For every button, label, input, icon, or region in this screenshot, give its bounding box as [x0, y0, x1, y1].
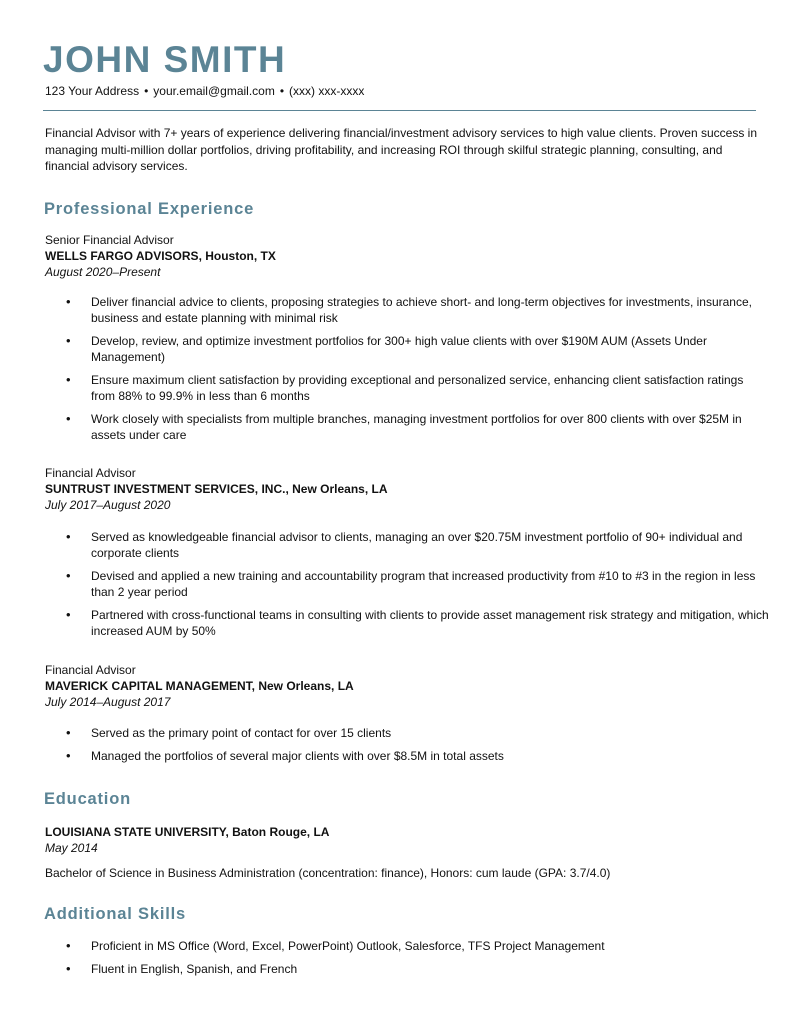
- job-entry: [45, 232, 770, 443]
- candidate-name: JOHN SMITH: [43, 39, 287, 80]
- education-dates: May 2014: [45, 841, 98, 855]
- job-bullet: • Partnered with cross-functional teams in consulting with clients to provide asset management risk strategy and mitigation, which increased AUM by 50%: [45, 607, 770, 639]
- job-bullet: • Develop, review, and optimize investment portfolios for 300+ high value clients with over $190M AUM (Assets Under Management): [45, 333, 770, 365]
- job-dates: July 2014–August 2017: [45, 695, 171, 709]
- job-role: Senior Financial Advisor: [45, 233, 174, 247]
- skill-item: • Fluent in English, Spanish, and French: [45, 961, 770, 977]
- job-bullet: • Managed the portfolios of several major clients with over $8.5M in total assets: [45, 748, 770, 764]
- job-bullets: [45, 725, 770, 764]
- job-bullet: • Work closely with specialists from multiple branches, managing investment portfolios for over 800 clients with over $25M in assets under care: [45, 411, 770, 443]
- address-text: 123 Your Address: [45, 84, 140, 98]
- summary-paragraph: Financial Advisor with 7+ years of experience delivering financial/investment advisory services to high value clients. Proven success in managing multi-million dollar portfolios, driving profitability, and increasing ROI through skilful strategic planning, consulting, and financial advisory services.: [45, 126, 758, 173]
- job-bullets: [45, 529, 770, 639]
- job-role: Financial Advisor: [45, 466, 136, 480]
- school-name: LOUISIANA STATE UNIVERSITY, Baton Rouge, LA: [45, 825, 330, 839]
- job-company: WELLS FARGO ADVISORS, Houston, TX: [45, 249, 276, 263]
- email-text: your.email@gmail.com: [153, 84, 275, 98]
- skills-entry: [45, 938, 770, 977]
- job-bullet: • Served as the primary point of contact for over 15 clients: [45, 725, 770, 741]
- job-entry: [45, 662, 770, 764]
- job-bullet: • Served as knowledgeable financial advisor to clients, managing an over $20.75M investment portfolio of 90+ individual and corporate clients: [45, 529, 770, 561]
- job-bullet: • Ensure maximum client satisfaction by providing exceptional and personalized service, enhancing client satisfaction ratings from 88% to 99.9% in less than 6 months: [45, 372, 770, 404]
- job-dates: July 2017–August 2020: [45, 498, 171, 512]
- skills-list: [45, 938, 770, 977]
- skill-item: • Proficient in MS Office (Word, Excel, PowerPoint) Outlook, Salesforce, TFS Project Management: [45, 938, 770, 954]
- contact-separator: •: [144, 84, 149, 98]
- experience-heading: Professional Experience: [44, 200, 255, 218]
- education-entry: [45, 824, 765, 881]
- degree-text: Bachelor of Science in Business Administration (concentration: finance), Honors: cum laude (GPA: 3.7/4.0): [45, 866, 611, 880]
- job-entry: [45, 465, 770, 639]
- job-bullet: • Devised and applied a new training and accountability program that increased productivity from #10 to #3 in the region in less than 2 year period: [45, 568, 770, 600]
- job-company: MAVERICK CAPITAL MANAGEMENT, New Orleans, LA: [45, 679, 354, 693]
- skills-heading: Additional Skills: [44, 905, 186, 923]
- education-heading: Education: [44, 790, 131, 808]
- phone-text: (xxx) xxx-xxxx: [289, 84, 365, 98]
- contact-separator: •: [279, 84, 285, 98]
- job-role: Financial Advisor: [45, 663, 136, 677]
- job-company: SUNTRUST INVESTMENT SERVICES, INC., New Orleans, LA: [45, 482, 388, 496]
- job-bullet: • Deliver financial advice to clients, proposing strategies to achieve short- and long-term objectives for investments, insurance, business and estate planning with minimal risk: [45, 294, 770, 326]
- job-dates: August 2020–Present: [45, 265, 161, 279]
- job-bullets: [45, 294, 770, 443]
- contact-line: [45, 83, 364, 99]
- header-divider: [43, 110, 756, 111]
